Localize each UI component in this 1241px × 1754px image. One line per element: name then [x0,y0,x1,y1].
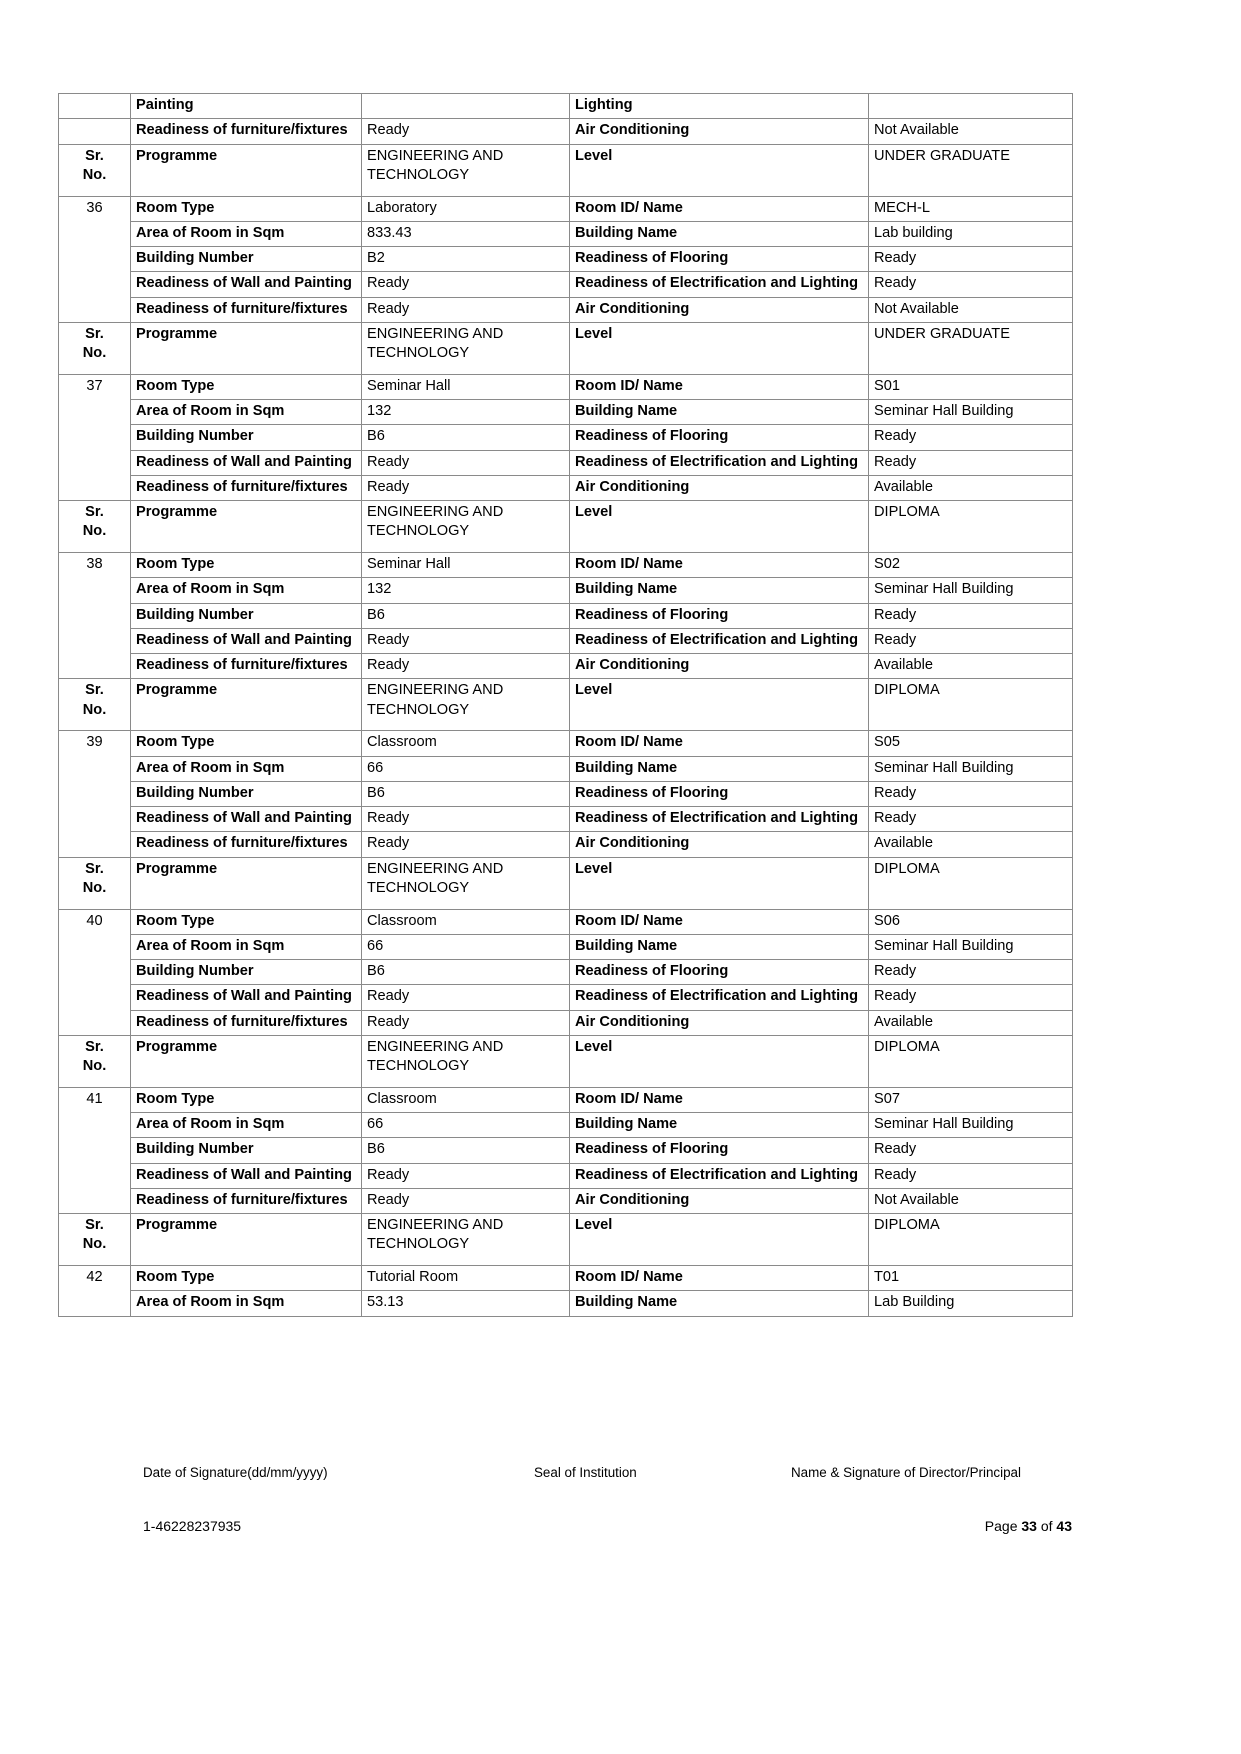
table-row [59,654,1073,679]
field-label-left: Readiness of furniture/fixtures [131,654,362,679]
programme-label: Programme [131,322,362,374]
field-label-right: Room ID/ Name [570,909,869,934]
field-label-right: Readiness of Flooring [570,603,869,628]
programme-label: Programme [131,501,362,553]
field-label-right: Room ID/ Name [570,1087,869,1112]
field-label-left: Building Number [131,960,362,985]
table-row [59,832,1073,857]
sr-no-value: 42 [59,1266,131,1317]
field-value-right: S05 [869,731,1073,756]
room-details-table [58,93,1073,1317]
field-value-left: B6 [362,425,570,450]
table-row [59,679,1073,731]
table-row [59,985,1073,1010]
field-label-left: Readiness of furniture/fixtures [131,832,362,857]
field-value-right: S07 [869,1087,1073,1112]
field-label-right: Air Conditioning [570,1010,869,1035]
field-label-left: Readiness of furniture/fixtures [131,1010,362,1035]
level-value: DIPLOMA [869,501,1073,553]
field-label-right: Building Name [570,1113,869,1138]
table-body [59,94,1073,1317]
field-label-left: Room Type [131,1266,362,1291]
table-row [59,144,1073,196]
programme-label: Programme [131,679,362,731]
page-prefix-label: Page [984,1518,1018,1534]
field-value-left: Tutorial Room [362,1266,570,1291]
field-label-left: Building Number [131,425,362,450]
field-label-right: Readiness of Electrification and Lighting [570,985,869,1010]
field-value-left: Seminar Hall [362,553,570,578]
field-label-left: Area of Room in Sqm [131,1113,362,1138]
level-label: Level [570,501,869,553]
programme-label: Programme [131,144,362,196]
field-label-left: Readiness of Wall and Painting [131,628,362,653]
field-label-right: Air Conditioning [570,475,869,500]
table-row [59,297,1073,322]
field-label-right: Building Name [570,578,869,603]
field-label-left: Readiness of furniture/fixtures [131,297,362,322]
level-value: UNDER GRADUATE [869,322,1073,374]
field-value-left: Ready [362,475,570,500]
programme-value: ENGINEERING AND TECHNOLOGY [362,679,570,731]
field-label-left: Room Type [131,196,362,221]
sr-no-value: 41 [59,1087,131,1213]
field-label-right: Readiness of Flooring [570,960,869,985]
field-label-left: Building Number [131,1138,362,1163]
field-value-right: S02 [869,553,1073,578]
field-value-right: Ready [869,450,1073,475]
field-value-right: Ready [869,628,1073,653]
programme-value: ENGINEERING AND TECHNOLOGY [362,322,570,374]
field-label-left: Room Type [131,374,362,399]
field-label-left: Readiness of Wall and Painting [131,450,362,475]
field-value-left: 66 [362,1113,570,1138]
field-value-left: Ready [362,807,570,832]
field-value-left: Ready [362,1010,570,1035]
field-value-right: Ready [869,807,1073,832]
table-row [59,807,1073,832]
field-value-right: Lab building [869,221,1073,246]
field-value-left: Ready [362,1188,570,1213]
level-value: DIPLOMA [869,857,1073,909]
field-value-left: B6 [362,781,570,806]
table-row [59,119,1073,144]
sr-no-value: 36 [59,196,131,322]
level-label: Level [570,322,869,374]
field-value-left: Ready [362,272,570,297]
footer-page-number [985,1518,1072,1534]
sr-no-cell-empty [59,119,131,144]
field-value-left: Ready [362,628,570,653]
table-row [59,934,1073,959]
field-label-right: Readiness of Flooring [570,1138,869,1163]
table-row [59,909,1073,934]
field-value-right: Seminar Hall Building [869,400,1073,425]
field-value-left: B2 [362,247,570,272]
field-value-left: Laboratory [362,196,570,221]
programme-value: ENGINEERING AND TECHNOLOGY [362,1035,570,1087]
field-label-left: Area of Room in Sqm [131,221,362,246]
field-value-right: Seminar Hall Building [869,578,1073,603]
field-label-left: Readiness of furniture/fixtures [131,475,362,500]
field-label-right: Readiness of Flooring [570,247,869,272]
field-value-right: Seminar Hall Building [869,756,1073,781]
field-value-right: Available [869,654,1073,679]
field-value-left [362,94,570,119]
programme-label: Programme [131,857,362,909]
field-value-right: Available [869,1010,1073,1035]
footer-seal-of-institution: Seal of Institution [534,1465,637,1480]
field-value-left: 132 [362,400,570,425]
sr-no-header: Sr. No. [59,679,131,731]
sr-no-header: Sr. No. [59,322,131,374]
level-label: Level [570,1214,869,1266]
table-row [59,756,1073,781]
field-label-right: Readiness of Electrification and Lighting [570,628,869,653]
footer-name-signature-director: Name & Signature of Director/Principal [791,1465,1021,1480]
table-row [59,553,1073,578]
field-label-right: Readiness of Electrification and Lighting [570,272,869,297]
field-label-right: Room ID/ Name [570,553,869,578]
field-value-left: 66 [362,756,570,781]
sr-no-header: Sr. No. [59,1035,131,1087]
field-value-left: Ready [362,985,570,1010]
field-value-right: S01 [869,374,1073,399]
table-row [59,247,1073,272]
programme-value: ENGINEERING AND TECHNOLOGY [362,1214,570,1266]
field-label-left: Building Number [131,781,362,806]
field-value-right: Not Available [869,119,1073,144]
field-label-left: Building Number [131,247,362,272]
field-label-left: Room Type [131,731,362,756]
field-value-right: Ready [869,985,1073,1010]
field-label-right: Readiness of Flooring [570,781,869,806]
field-label-left: Room Type [131,553,362,578]
table-row [59,221,1073,246]
table-row [59,1163,1073,1188]
field-label-right: Air Conditioning [570,1188,869,1213]
field-value-right: Ready [869,1163,1073,1188]
table-row [59,425,1073,450]
field-value-right: Ready [869,781,1073,806]
field-label-right: Room ID/ Name [570,731,869,756]
field-value-left: Ready [362,297,570,322]
table-row [59,960,1073,985]
field-value-left: Ready [362,654,570,679]
field-label-right: Air Conditioning [570,832,869,857]
field-label-right: Room ID/ Name [570,374,869,399]
field-label-right: Readiness of Electrification and Lighting [570,1163,869,1188]
table-row [59,450,1073,475]
field-label-left: Area of Room in Sqm [131,400,362,425]
field-label-left: Area of Room in Sqm [131,756,362,781]
field-label-right: Readiness of Electrification and Lighting [570,450,869,475]
field-label-left: Readiness of furniture/fixtures [131,119,362,144]
table-row [59,731,1073,756]
sr-no-header: Sr. No. [59,144,131,196]
field-value-left: B6 [362,960,570,985]
level-label: Level [570,144,869,196]
sr-no-value: 37 [59,374,131,500]
sr-no-header: Sr. No. [59,1214,131,1266]
field-value-right: Not Available [869,1188,1073,1213]
field-value-right: Available [869,475,1073,500]
field-label-left: Area of Room in Sqm [131,1291,362,1316]
programme-label: Programme [131,1035,362,1087]
level-label: Level [570,1035,869,1087]
field-label-left: Readiness of furniture/fixtures [131,1188,362,1213]
sr-no-header: Sr. No. [59,501,131,553]
table-row [59,400,1073,425]
table-row [59,196,1073,221]
table-row [59,1266,1073,1291]
field-value-right: Seminar Hall Building [869,934,1073,959]
field-label-right: Room ID/ Name [570,196,869,221]
sr-no-value: 39 [59,731,131,857]
table-row [59,781,1073,806]
field-label-left: Painting [131,94,362,119]
field-value-left: Classroom [362,731,570,756]
table-row [59,322,1073,374]
page-current-number: 33 [1021,1518,1037,1534]
field-value-left: Ready [362,450,570,475]
field-value-left: B6 [362,603,570,628]
field-value-right: Available [869,832,1073,857]
table-row [59,1188,1073,1213]
sr-no-value: 38 [59,553,131,679]
field-label-right: Building Name [570,1291,869,1316]
sr-no-header: Sr. No. [59,857,131,909]
field-value-left: B6 [362,1138,570,1163]
table-row [59,628,1073,653]
field-value-left: 833.43 [362,221,570,246]
field-value-right: Ready [869,425,1073,450]
level-label: Level [570,679,869,731]
field-value-right: Not Available [869,297,1073,322]
field-label-right: Air Conditioning [570,654,869,679]
sr-no-cell-empty [59,94,131,119]
level-value: DIPLOMA [869,679,1073,731]
field-label-right: Air Conditioning [570,297,869,322]
page-total-number: 43 [1056,1518,1072,1534]
table-row [59,857,1073,909]
table-row [59,475,1073,500]
field-label-right: Building Name [570,221,869,246]
footer-date-of-signature: Date of Signature(dd/mm/yyyy) [143,1465,328,1480]
field-label-left: Area of Room in Sqm [131,934,362,959]
field-label-right: Readiness of Electrification and Lighting [570,807,869,832]
field-label-right: Air Conditioning [570,119,869,144]
field-value-right: T01 [869,1266,1073,1291]
field-value-right: Ready [869,247,1073,272]
table-row [59,374,1073,399]
field-value-left: Classroom [362,909,570,934]
programme-label: Programme [131,1214,362,1266]
programme-value: ENGINEERING AND TECHNOLOGY [362,501,570,553]
field-value-left: Ready [362,1163,570,1188]
field-label-left: Room Type [131,909,362,934]
level-label: Level [570,857,869,909]
field-label-left: Area of Room in Sqm [131,578,362,603]
table-row [59,1214,1073,1266]
field-label-right: Building Name [570,400,869,425]
field-value-right [869,94,1073,119]
field-value-right: Seminar Hall Building [869,1113,1073,1138]
field-value-left: Ready [362,119,570,144]
field-label-right: Readiness of Flooring [570,425,869,450]
field-label-right: Room ID/ Name [570,1266,869,1291]
field-value-right: Ready [869,1138,1073,1163]
table-row [59,1035,1073,1087]
table-row [59,578,1073,603]
field-label-left: Readiness of Wall and Painting [131,985,362,1010]
level-value: UNDER GRADUATE [869,144,1073,196]
table-row [59,1010,1073,1035]
field-value-left: Seminar Hall [362,374,570,399]
table-row [59,603,1073,628]
field-value-right: Ready [869,272,1073,297]
field-value-right: S06 [869,909,1073,934]
field-label-right: Building Name [570,756,869,781]
field-label-right: Building Name [570,934,869,959]
level-value: DIPLOMA [869,1214,1073,1266]
field-value-left: 66 [362,934,570,959]
table-row [59,272,1073,297]
sr-no-value: 40 [59,909,131,1035]
field-value-left: Classroom [362,1087,570,1112]
field-value-right: Ready [869,960,1073,985]
field-label-left: Room Type [131,1087,362,1112]
table-row [59,501,1073,553]
field-value-left: Ready [362,832,570,857]
field-label-right: Lighting [570,94,869,119]
table-row [59,1291,1073,1316]
programme-value: ENGINEERING AND TECHNOLOGY [362,144,570,196]
level-value: DIPLOMA [869,1035,1073,1087]
field-value-right: MECH-L [869,196,1073,221]
table-row [59,1138,1073,1163]
field-label-left: Readiness of Wall and Painting [131,272,362,297]
field-value-left: 53.13 [362,1291,570,1316]
field-value-right: Lab Building [869,1291,1073,1316]
table-row [59,1087,1073,1112]
footer-application-number: 1-46228237935 [143,1518,242,1534]
field-value-right: Ready [869,603,1073,628]
field-value-left: 132 [362,578,570,603]
page-middle-label: of [1040,1518,1053,1534]
table-row [59,1113,1073,1138]
field-label-left: Building Number [131,603,362,628]
table-row [59,94,1073,119]
field-label-left: Readiness of Wall and Painting [131,807,362,832]
programme-value: ENGINEERING AND TECHNOLOGY [362,857,570,909]
field-label-left: Readiness of Wall and Painting [131,1163,362,1188]
